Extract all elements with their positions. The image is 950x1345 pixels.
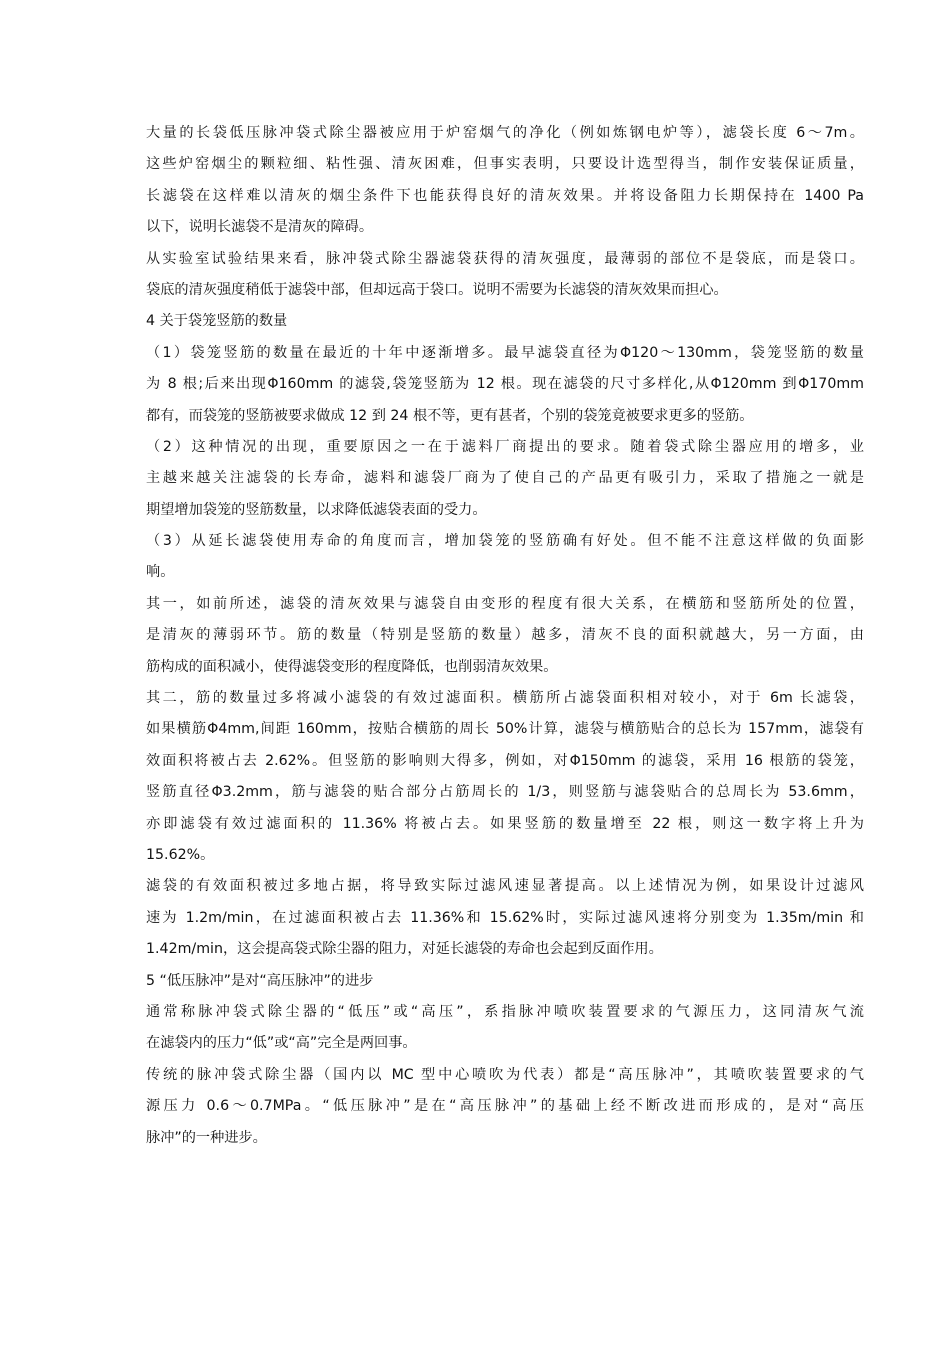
text-line: （3）从延长滤袋使用寿命的角度而言，增加袋笼的竖筋确有好处。但不能不注意这样做的负面影 xyxy=(146,533,864,550)
text-line: （2）这种情况的出现，重要原因之一在于滤料厂商提出的要求。随着袋式除尘器应用的增多，业 xyxy=(146,438,864,455)
paragraph-second-point xyxy=(146,683,864,871)
paragraph-pressure-definition xyxy=(146,997,864,1060)
paragraph-cage-ribs-1 xyxy=(146,338,864,432)
text-line: 其一，如前所述，滤袋的清灰效果与滤袋自由变形的程度有很大关系，在横筋和竖筋所处的位置， xyxy=(146,595,864,612)
text-line: 筋构成的面积减小，使得滤袋变形的程度降低，也削弱清灰效果。 xyxy=(146,658,558,675)
paragraph-first-point xyxy=(146,589,864,683)
section-heading-5 xyxy=(146,966,864,997)
paragraph-lab-results xyxy=(146,244,864,307)
document-page xyxy=(146,118,864,1154)
text-line: 在滤袋内的压力“低”或“高”完全是两回事。 xyxy=(146,1035,417,1052)
text-line: 从实验室试验结果来看，脉冲袋式除尘器滤袋获得的清灰强度，最薄弱的部位不是袋底，而是袋口。 xyxy=(146,250,864,267)
text-line: （1）袋笼竖筋的数量在最近的十年中逐渐增多。最早滤袋直径为Φ120～130mm，袋笼竖筋的数量 xyxy=(146,344,864,361)
text-line: 都有，而袋笼的竖筋被要求做成 12 到 24 根不等，更有甚者，个别的袋笼竟被要求更多的竖筋。 xyxy=(146,407,754,424)
text-line: 其二，筋的数量过多将减小滤袋的有效过滤面积。横筋所占滤袋面积相对较小，对于 6m 长滤袋， xyxy=(146,690,864,707)
text-line: 传统的脉冲袋式除尘器（国内以 MC 型中心喷吹为代表）都是“高压脉冲”，其喷吹装置要求的气 xyxy=(146,1066,864,1083)
text-line: 期望增加袋笼的竖筋数量，以求降低滤袋表面的受力。 xyxy=(146,501,487,518)
paragraph-cage-ribs-2 xyxy=(146,432,864,526)
text-line: 滤袋的有效面积被过多地占据，将导致实际过滤风速显著提高。以上述情况为例，如果设计过滤风 xyxy=(146,878,864,895)
text-line: 为 8 根;后来出现Φ160mm 的滤袋,袋笼竖筋为 12 根。现在滤袋的尺寸多样化,从Φ120mm 到Φ170mm xyxy=(146,376,864,393)
text-line: 速为 1.2m/min，在过滤面积被占去 11.36%和 15.62%时，实际过滤风速将分别变为 1.35m/min 和 xyxy=(146,909,864,926)
heading-text: 5 “低压脉冲”是对“高压脉冲”的进步 xyxy=(146,972,374,989)
text-line: 1.42m/min，这会提高袋式除尘器的阻力，对延长滤袋的寿命也会起到反面作用。 xyxy=(146,941,663,958)
text-line: 大量的长袋低压脉冲袋式除尘器被应用于炉窑烟气的净化（例如炼钢电炉等），滤袋长度 6～7m。 xyxy=(146,125,864,141)
text-line: 效面积将被占去 2.62%。但竖筋的影响则大得多，例如，对Φ150mm 的滤袋，采用 16 根筋的袋笼， xyxy=(146,752,864,769)
text-line: 通常称脉冲袋式除尘器的“低压”或“高压”，系指脉冲喷吹装置要求的气源压力，这同清灰气流 xyxy=(146,1003,864,1020)
text-line: 脉冲”的一种进步。 xyxy=(146,1129,267,1146)
heading-text: 4 关于袋笼竖筋的数量 xyxy=(146,313,288,330)
text-line: 响。 xyxy=(146,564,175,581)
text-line: 袋底的清灰强度稍低于滤袋中部，但却远高于袋口。说明不需要为长滤袋的清灰效果而担心。 xyxy=(146,281,728,298)
text-line: 主越来越关注滤袋的长寿命，滤料和滤袋厂商为了使自己的产品更有吸引力，采取了措施之一就是 xyxy=(146,470,864,487)
text-line: 亦即滤袋有效过滤面积的 11.36% 将被占去。如果竖筋的数量增至 22 根，则这一数字将上升为 xyxy=(146,815,864,832)
paragraph-filter-velocity xyxy=(146,871,864,965)
text-line: 源压力 0.6～0.7MPa。“低压脉冲”是在“高压脉冲”的基础上经不断改进而形成的，是对“高压 xyxy=(146,1098,864,1115)
text-line: 15.62%。 xyxy=(146,846,215,863)
text-line: 长滤袋在这样难以清灰的烟尘条件下也能获得良好的清灰效果。并将设备阻力长期保持在 1400 Pa xyxy=(146,187,864,204)
paragraph-cage-ribs-3 xyxy=(146,526,864,589)
text-line: 竖筋直径Φ3.2mm，筋与滤袋的贴合部分占筋周长的 1/3，则竖筋与滤袋贴合的总周长为 53.6mm， xyxy=(146,784,864,801)
section-heading-4 xyxy=(146,306,864,337)
paragraph-traditional-pulse xyxy=(146,1060,864,1154)
paragraph-long-bag-intro xyxy=(146,118,864,244)
text-line: 这些炉窑烟尘的颗粒细、粘性强、清灰困难，但事实表明，只要设计选型得当，制作安装保证质量， xyxy=(146,156,864,173)
text-line: 是清灰的薄弱环节。筋的数量（特别是竖筋的数量）越多，清灰不良的面积就越大，另一方面，由 xyxy=(146,627,864,644)
text-line: 以下，说明长滤袋不是清灰的障碍。 xyxy=(146,219,374,236)
text-line: 如果横筋Φ4mm,间距 160mm，按贴合横筋的周长 50%计算，滤袋与横筋贴合的总长为 157mm，滤袋有 xyxy=(146,721,864,738)
